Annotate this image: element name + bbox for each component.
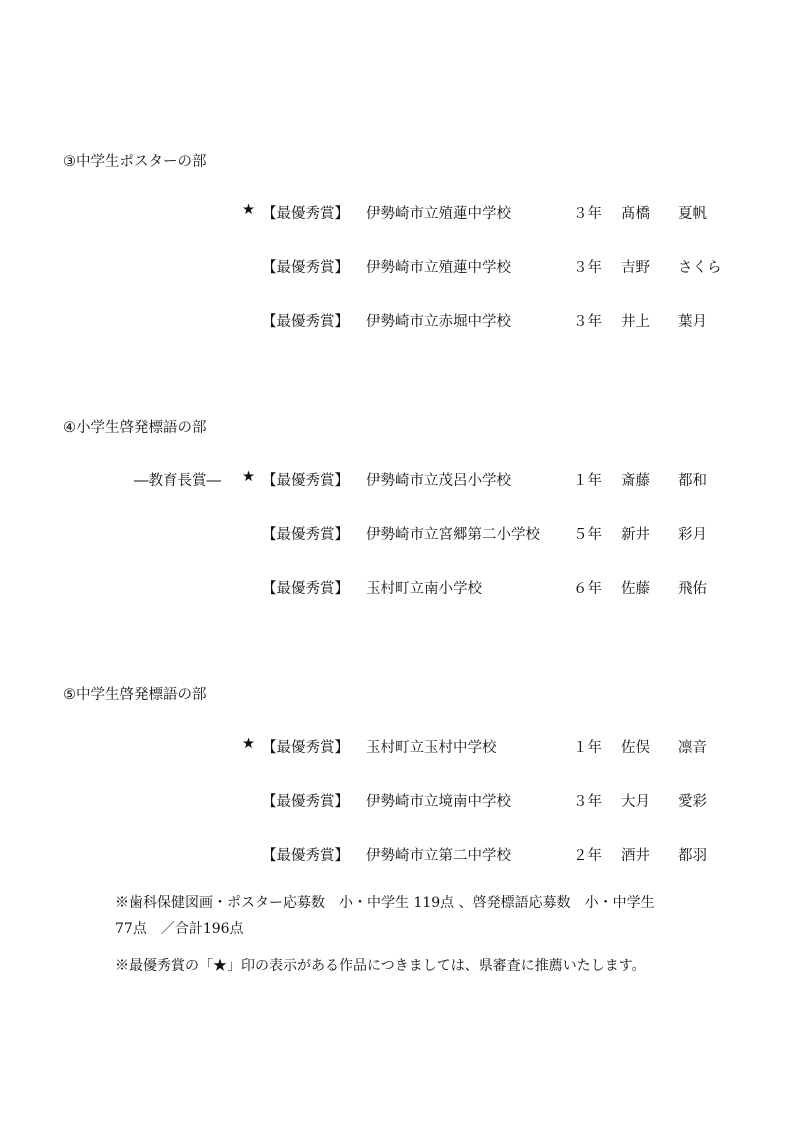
surname: 佐俣 — [621, 740, 650, 756]
given-name: 凛音 — [678, 740, 707, 756]
grade: ２年 — [573, 848, 602, 864]
table-row — [0, 523, 793, 545]
table-row — [0, 790, 793, 812]
prefix-label: ―教育長賞― — [134, 473, 221, 489]
award-label: 【最優秀賞】 — [262, 794, 349, 810]
given-name: 愛彩 — [678, 794, 707, 810]
award-label: 【最優秀賞】 — [262, 740, 349, 756]
grade: ３年 — [573, 206, 602, 222]
grade: ３年 — [573, 314, 602, 330]
school-name: 伊勢崎市立殖蓮中学校 — [366, 260, 511, 276]
entry-total-note: 77点 ／合計196点 — [115, 921, 244, 937]
table-row — [0, 310, 793, 332]
grade: ５年 — [573, 527, 602, 543]
school-name: 伊勢崎市立茂呂小学校 — [366, 473, 511, 489]
given-name: 飛佑 — [678, 581, 707, 597]
surname: 佐藤 — [621, 581, 650, 597]
school-name: 玉村町立玉村中学校 — [366, 740, 497, 756]
surname: 吉野 — [621, 260, 650, 276]
surname: 斎藤 — [621, 473, 650, 489]
award-label: 【最優秀賞】 — [262, 581, 349, 597]
given-name: 葉月 — [678, 314, 707, 330]
award-label: 【最優秀賞】 — [262, 473, 349, 489]
given-name: 都羽 — [678, 848, 707, 864]
school-name: 伊勢崎市立第二中学校 — [366, 848, 511, 864]
table-row — [0, 202, 793, 224]
grade: ３年 — [573, 794, 602, 810]
surname: 新井 — [621, 527, 650, 543]
grade: １年 — [573, 473, 602, 489]
surname: 髙橋 — [621, 206, 650, 222]
star-mark: ★ — [242, 736, 255, 752]
section-heading-5: ⑤中学生啓発標語の部 — [63, 687, 207, 703]
table-row — [0, 736, 793, 758]
award-label: 【最優秀賞】 — [262, 848, 349, 864]
grade: ６年 — [573, 581, 602, 597]
star-mark: ★ — [242, 469, 255, 485]
surname: 井上 — [621, 314, 650, 330]
grade: ３年 — [573, 260, 602, 276]
table-row — [0, 844, 793, 866]
star-mark: ★ — [242, 202, 255, 218]
given-name: さくら — [678, 260, 722, 276]
given-name: 都和 — [678, 473, 707, 489]
given-name: 彩月 — [678, 527, 707, 543]
surname: 大月 — [621, 794, 650, 810]
prefecture-review-note: ※最優秀賞の「★」印の表示がある作品につきましては、県審査に推薦いたします。 — [115, 958, 646, 974]
school-name: 伊勢崎市立殖蓮中学校 — [366, 206, 511, 222]
table-row — [0, 577, 793, 599]
surname: 酒井 — [621, 848, 650, 864]
award-label: 【最優秀賞】 — [262, 206, 349, 222]
school-name: 伊勢崎市立境南中学校 — [366, 794, 511, 810]
table-row — [0, 469, 793, 491]
entry-count-note: ※歯科保健図画・ポスター応募数 小・中学生 119点 、啓発標語応募数 小・中学生 — [115, 895, 655, 911]
table-row — [0, 256, 793, 278]
award-label: 【最優秀賞】 — [262, 260, 349, 276]
section-heading-3: ③中学生ポスターの部 — [63, 154, 207, 170]
award-label: 【最優秀賞】 — [262, 314, 349, 330]
school-name: 伊勢崎市立宮郷第二小学校 — [366, 527, 540, 543]
section-heading-4: ④小学生啓発標語の部 — [63, 420, 207, 436]
given-name: 夏帆 — [678, 206, 707, 222]
award-label: 【最優秀賞】 — [262, 527, 349, 543]
grade: １年 — [573, 740, 602, 756]
school-name: 伊勢崎市立赤堀中学校 — [366, 314, 511, 330]
school-name: 玉村町立南小学校 — [366, 581, 482, 597]
